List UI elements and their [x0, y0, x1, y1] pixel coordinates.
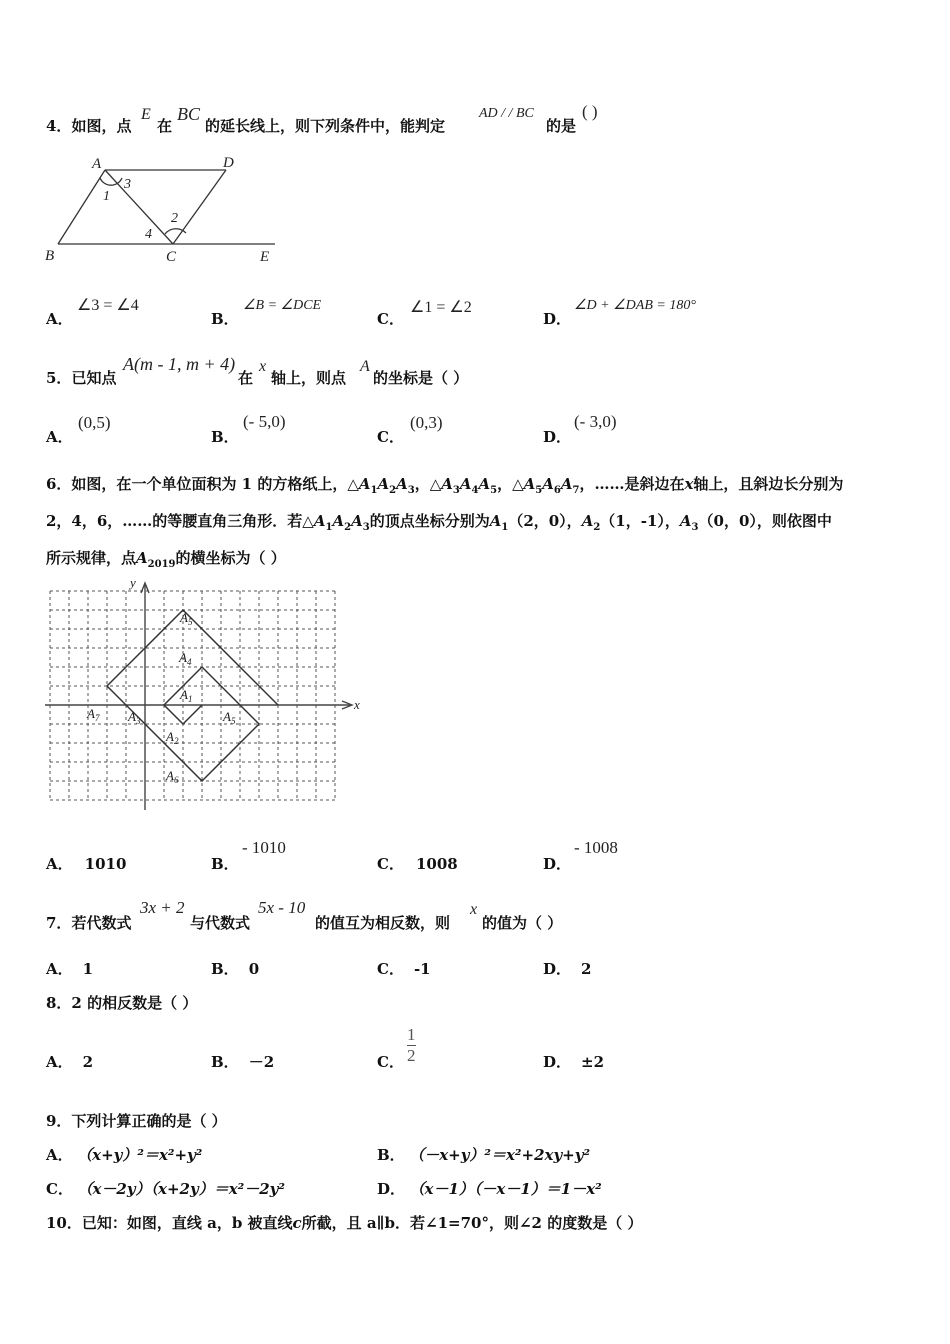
q8-option-d: D． ±2 [543, 1053, 605, 1071]
q6-label-a6: $A_6$ [166, 768, 179, 785]
q5-option-b-label: B． [211, 428, 239, 446]
q4-condition: AD / / BC [479, 106, 534, 121]
q4-line-ac [105, 170, 173, 244]
q6-option-d-label: D． [543, 855, 572, 873]
q5-var-x: x [259, 358, 267, 375]
q6-label-a1: $A_1$ [180, 687, 193, 704]
q4-line-ab [58, 170, 105, 244]
q9-option-c: C． （x－2y）（x+2y）＝x²－2y² [46, 1180, 285, 1198]
q8-option-c-fraction [407, 1025, 416, 1066]
q8-option-a: A． 2 [46, 1053, 94, 1071]
q4-option-b-value: ∠B = ∠DCE [243, 298, 322, 313]
q4-angle-3: 3 [124, 177, 131, 192]
q8-option-c-label: C． [377, 1053, 404, 1071]
q6-label-a5: $A_5$ [223, 709, 236, 726]
q5-text-zai: 在 [238, 369, 254, 387]
q4-stem: 4．如图，点 [46, 117, 132, 135]
q6-option-d-value: - 1008 [574, 838, 618, 857]
q7-option-d: D． 2 [543, 960, 592, 978]
q8-fraction-numerator: 1 [407, 1025, 416, 1044]
q5-text-mid: 轴上，则点 [271, 369, 347, 387]
q4-label-c: C [166, 249, 177, 265]
q6-option-b-label: B． [211, 855, 239, 873]
q4-label-b: B [45, 248, 55, 264]
q4-var-e: E [141, 106, 151, 123]
q4-line-dc [173, 170, 226, 244]
q7-option-b: B． 0 [211, 960, 260, 978]
q7-text-mid: 与代数式 [190, 914, 251, 932]
q5-option-b-value: (- 5,0) [243, 412, 286, 431]
q6-axis-x-label: x [354, 697, 360, 712]
q5-stem: 5．已知点 [46, 369, 117, 387]
q4-option-d-value: ∠D + ∠DAB = 180° [574, 298, 696, 313]
q6-label-a8: $A_5$ [180, 610, 193, 627]
q6-label-a3: $A_3$ [128, 709, 141, 726]
q7-expr-2: 5x - 10 [258, 898, 306, 917]
q4-angle-1: 1 [103, 189, 110, 204]
q5-point: A(m - 1, m + 4) [123, 354, 236, 374]
q6-line-1: 6．如图，在一个单位面积为 1 的方格纸上，$\triangle A_1A_2A_3$，$\triangle A_3A_4A_5$，$\triangle A_5A_6A_7$，……是斜边在x轴上，且斜边长分别为 [46, 475, 844, 496]
q9-option-d: D． （x－1）（－x－1）＝1－x² [377, 1180, 602, 1198]
q4-angle-2: 2 [171, 211, 178, 226]
q6-label-a4: $A_4$ [179, 650, 192, 667]
q4-label-d: D [223, 155, 234, 171]
q5-option-c-label: C． [377, 428, 404, 446]
q4-option-d-label: D． [543, 310, 572, 328]
q6-label-a7: $A_7$ [87, 706, 100, 723]
q6-option-b-value: - 1010 [242, 838, 286, 857]
q4-var-bc: BC [177, 104, 201, 124]
q4-figure [40, 150, 290, 268]
q4-option-b-label: B． [211, 310, 239, 328]
q7-stem: 7．若代数式 [46, 914, 132, 932]
q9-stem: 9．下列计算正确的是（ ） [46, 1112, 227, 1130]
q4-text-zai: 在 [157, 117, 173, 135]
q8-option-b: B． －2 [211, 1053, 275, 1071]
q4-option-a-label: A． [46, 310, 73, 328]
q6-spiral [107, 610, 278, 781]
q4-option-c-value: ∠1 = ∠2 [410, 299, 472, 316]
q4-answer-paren: ( ) [582, 102, 598, 121]
q5-option-a-label: A． [46, 428, 73, 446]
q7-text-end: 的值为（ ） [482, 914, 563, 932]
q5-option-d-label: D． [543, 428, 572, 446]
q4-option-a-value: ∠3 = ∠4 [77, 297, 139, 314]
q6-grid [50, 591, 335, 800]
q5-option-c-value: (0,3) [410, 413, 443, 432]
q9-option-b: B． （－x+y）²＝x²+2xy+y² [377, 1146, 591, 1164]
q7-option-a: A． 1 [46, 960, 94, 978]
q9-option-a: A． （x+y）²＝x²+y² [46, 1146, 203, 1164]
q5-option-d-value: (- 3,0) [574, 412, 617, 431]
q6-axis-y-label: y [130, 575, 136, 590]
q6-option-c: C． 1008 [377, 855, 458, 873]
q4-angle-4: 4 [145, 227, 152, 242]
q6-figure [40, 575, 370, 815]
q8-stem: 8．2 的相反数是（ ） [46, 994, 198, 1012]
q10-stem: 10．已知：如图，直线 a，b 被直线c所截，且 a∥b．若∠1=70°，则∠2 的度数是（ ） [46, 1214, 643, 1232]
q8-fraction-denominator: 2 [407, 1046, 416, 1065]
q4-label-a: A [92, 156, 102, 172]
q7-option-c: C． -1 [377, 960, 431, 978]
q7-text-rel: 的值互为相反数，则 [315, 914, 451, 932]
q4-option-c-label: C． [377, 310, 404, 328]
q4-text-mid: 的延长线上，则下列条件中，能判定 [205, 117, 446, 135]
q5-var-a: A [360, 358, 370, 375]
q6-option-a: A． 1010 [46, 855, 127, 873]
q4-label-e: E [260, 249, 270, 265]
q6-line-3: 所示规律，点$A_{2019}$的横坐标为（ ） [46, 549, 286, 570]
q5-text-end: 的坐标是（ ） [373, 369, 469, 387]
q6-label-a2: $A_2$ [166, 729, 179, 746]
q5-option-a-value: (0,5) [78, 413, 111, 432]
q4-text-end: 的是 [546, 117, 577, 135]
q7-var-x: x [470, 901, 478, 918]
q7-expr-1: 3x + 2 [140, 898, 185, 917]
q6-line-2: 2，4，6，……的等腰直角三角形．若$\triangle A_1A_2A_3$的顶点坐标分别为$A_1(2$，0），$A_2(1$，-1），$A_3(0$，0），则依图中 [46, 512, 832, 533]
